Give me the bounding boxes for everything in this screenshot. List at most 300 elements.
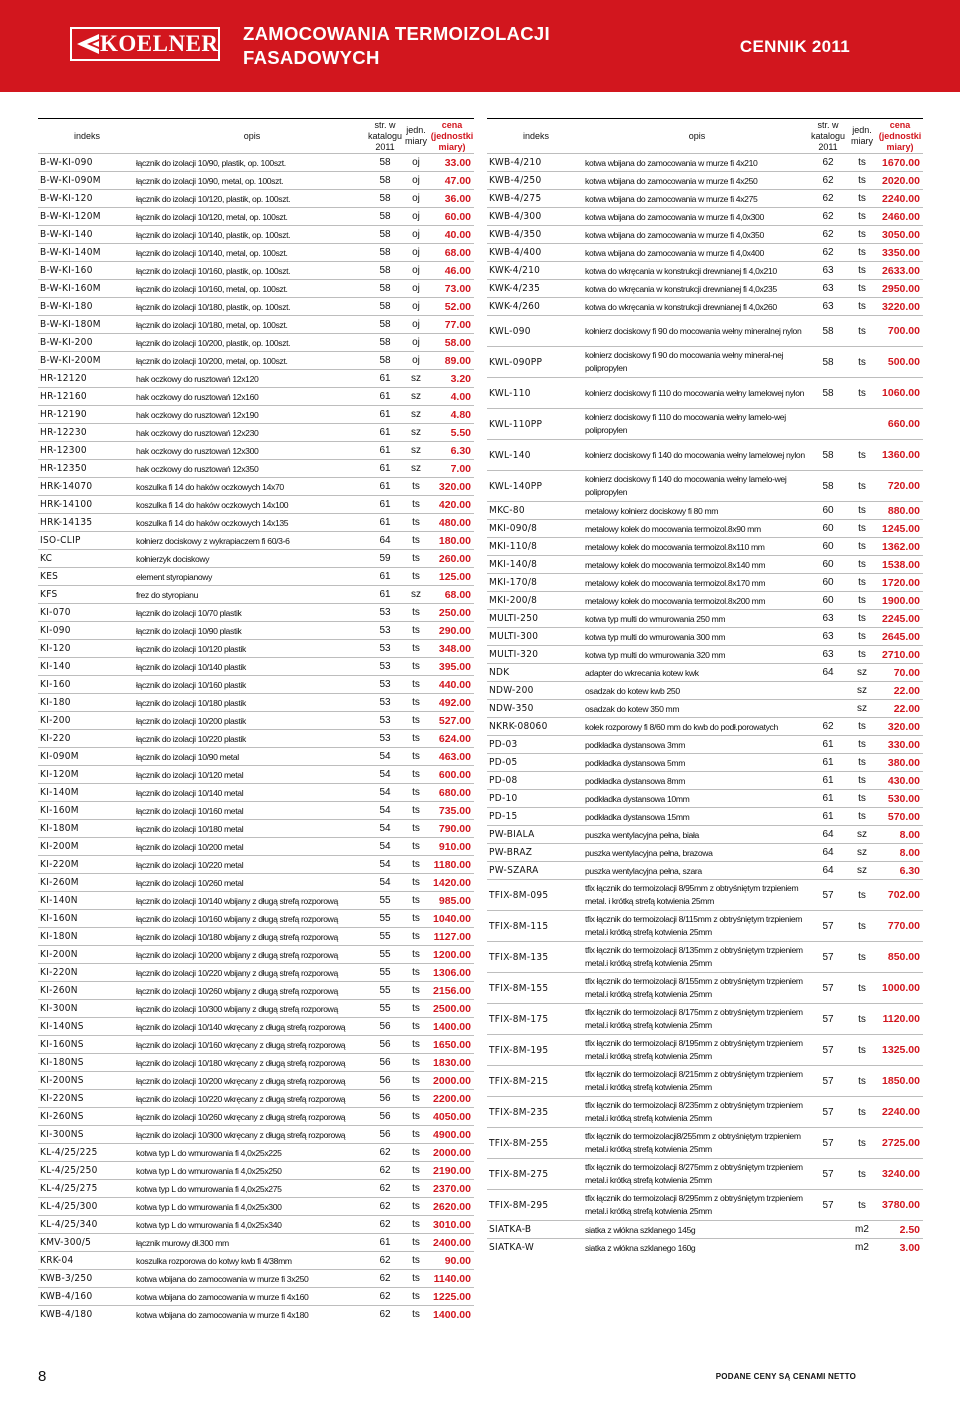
cell-page: 56 [368,1036,402,1054]
cell-price: 5.50 [430,424,474,442]
cell-page: 61 [809,790,847,808]
table-row [38,316,474,334]
cell-page: 57 [809,1097,847,1128]
cell-indeks: MKI-200/8 [487,592,585,610]
cell-price: 2400.00 [430,1234,474,1252]
table-row [38,748,474,766]
cell-indeks: PW-BIALA [487,826,585,844]
col-header-price: cena (jednostki miary) [430,119,474,152]
cell-opis: kotwa typ multi do wmurowania 320 mm [585,646,809,664]
cell-unit: ts [847,592,877,610]
cell-page: 55 [368,910,402,928]
table-row [38,964,474,982]
cell-page: 58 [368,298,402,316]
cell-opis: metalowy kołek do mocowania termoizol.8x200 mm [585,592,809,610]
cell-price: 2710.00 [877,646,923,664]
col-header-opis: opis [585,119,809,154]
cell-opis: kotwa wbijana do zamocowania w murze fi 4x210 [585,154,809,172]
cell-price: 8.00 [877,844,923,862]
cell-opis: kołnierzyk dociskowy [136,550,368,568]
table-row [38,370,474,388]
cell-opis: łącznik do izolacji 10/160 wbijany z długą strefą rozporową [136,910,368,928]
cell-price: 463.00 [430,748,474,766]
cell-unit: ts [402,892,430,910]
cell-price: 1900.00 [877,592,923,610]
cell-page: 56 [368,1126,402,1144]
cell-page: 55 [368,928,402,946]
table-row [38,478,474,496]
cell-price: 77.00 [430,316,474,334]
table-row [38,766,474,784]
cell-indeks: KI-140M [38,784,136,802]
cell-indeks: MULTI-300 [487,628,585,646]
cell-price: 1225.00 [430,1288,474,1306]
cell-price: 1360.00 [877,440,923,471]
col-header-price: cena (jednostki miary) [878,119,922,152]
table-row [38,1000,474,1018]
cell-indeks: KWK-4/260 [487,298,585,316]
cell-unit: ts [402,604,430,622]
cell-page: 62 [368,1270,402,1288]
cell-opis: tfix łącznik do termoizolacji 8/95mm z obtryśniętym trzpieniem metal. i krótką strefą kotwienia 25mm [585,880,809,911]
table-row [487,1097,923,1128]
cell-indeks: HRK-14135 [38,514,136,532]
cell-indeks: KWB-4/350 [487,226,585,244]
cell-indeks: PD-10 [487,790,585,808]
cell-opis: łącznik do izolacji 10/200 wkręcany z długą strefą rozporową [136,1072,368,1090]
cell-opis: łącznik do izolacji 10/220 plastik [136,730,368,748]
cell-indeks: KMV-300/5 [38,1234,136,1252]
cell-opis: kołnierz dociskowy fi 140 do mocowania wełny lamelowej nylon [585,440,809,471]
cell-price: 420.00 [430,496,474,514]
table-row [38,892,474,910]
cell-indeks: TFIX-8M-115 [487,911,585,942]
cell-opis: tfix łącznik do termoizolacji8/255mm z obtryśniętym trzpieniem metal.i krótką strefą kotwienia 25mm [585,1128,809,1159]
cell-unit: sz [402,406,430,424]
cell-opis: łącznik do izolacji 10/120 metal [136,766,368,784]
table-row [38,1108,474,1126]
cell-opis: łącznik do izolacji 10/180 wbijany z długą strefą rozporową [136,928,368,946]
cell-unit: sz [402,586,430,604]
table-row [38,1234,474,1252]
table-row [38,442,474,460]
cell-price: 1040.00 [430,910,474,928]
cell-opis: tfix łącznik do termoizolacji 8/215mm z obtryśniętym trzpieniem metal.i krótką strefą kotwienia 25mm [585,1066,809,1097]
table-row [487,911,923,942]
cell-page: 54 [368,748,402,766]
cell-indeks: KI-140NS [38,1018,136,1036]
cell-unit: ts [847,1035,877,1066]
cell-indeks: B-W-KI-140M [38,244,136,262]
col-header-opis: opis [136,119,368,154]
cell-page: 63 [809,298,847,316]
cell-unit: ts [402,550,430,568]
cell-unit: ts [847,808,877,826]
cell-indeks: HRK-14070 [38,478,136,496]
cell-opis: kotwa do wkręcania w konstrukcji drewnianej fi 4,0x260 [585,298,809,316]
table-row [38,532,474,550]
table-row [487,808,923,826]
cell-price: 36.00 [430,190,474,208]
cell-page: 63 [809,646,847,664]
cell-price: 395.00 [430,658,474,676]
cell-page: 58 [809,347,847,378]
table-row [38,1180,474,1198]
table-row [487,646,923,664]
cell-page: 53 [368,622,402,640]
cell-page: 62 [809,718,847,736]
cell-indeks: KI-160N [38,910,136,928]
cell-unit: ts [847,440,877,471]
cell-opis: kotwa do wkręcania w konstrukcji drewnianej fi 4,0x210 [585,262,809,280]
cell-unit: ts [402,478,430,496]
cell-indeks: TFIX-8M-155 [487,973,585,1004]
cell-page: 61 [809,772,847,790]
cell-opis: łącznik do izolacji 10/200, metal, op. 100szt. [136,352,368,370]
cell-opis: tfix łącznik do termoizolacji 8/135mm z obtryśniętym trzpieniem metal.i krótką strefą kotwienia 25mm [585,942,809,973]
cell-page: 58 [368,352,402,370]
cell-opis: metalowy kołek do mocowania termoizol.8x90 mm [585,520,809,538]
cell-opis: kotwa wbijana do zamocowania w murze fi 4x275 [585,190,809,208]
cell-opis: siatka z włókna szklanego 160g [585,1239,809,1257]
cell-unit: ts [402,1036,430,1054]
cell-price: 527.00 [430,712,474,730]
cell-opis: podkładka dystansowa 5mm [585,754,809,772]
cell-price: 4.80 [430,406,474,424]
cell-opis: łącznik do izolacji 10/260 metal [136,874,368,892]
cell-price: 1245.00 [877,520,923,538]
cell-page: 60 [809,556,847,574]
table-row [487,347,923,378]
table-row [487,440,923,471]
table-row [38,1270,474,1288]
cell-page: 61 [368,586,402,604]
cell-opis: hak oczkowy do rusztowań 12x160 [136,388,368,406]
cell-unit: oj [402,244,430,262]
cell-opis: łącznik do izolacji 10/90 metal [136,748,368,766]
cell-page: 61 [368,496,402,514]
cell-price: 1720.00 [877,574,923,592]
table-row [487,244,923,262]
col-header-page: str. w katalogu 2011 [810,119,846,152]
cell-opis: koszulka fi 14 do haków oczkowych 14x100 [136,496,368,514]
cell-unit: ts [847,973,877,1004]
cell-unit: ts [847,574,877,592]
cell-price: 1200.00 [430,946,474,964]
cennik-label: CENNIK 2011 [739,37,850,56]
cell-unit: sz [847,862,877,880]
cell-price: 40.00 [430,226,474,244]
cell-price: 1670.00 [877,154,923,172]
cell-unit: ts [847,298,877,316]
cell-opis: koszulka rozporowa do kotwy kwb fi 4/38mm [136,1252,368,1270]
cell-page: 53 [368,730,402,748]
cell-unit: ts [402,1054,430,1072]
cell-indeks: NDW-350 [487,700,585,718]
cell-unit: sz [402,424,430,442]
cell-page [809,1239,847,1257]
table-row [487,1190,923,1221]
table-row [38,640,474,658]
cell-page: 58 [368,316,402,334]
cell-indeks: TFIX-8M-195 [487,1035,585,1066]
col-header-unit: jedn. miary [847,119,877,154]
cell-indeks: KI-200M [38,838,136,856]
cell-unit: ts [847,790,877,808]
table-row [38,1090,474,1108]
cell-price: 2645.00 [877,628,923,646]
cell-indeks: KWB-4/160 [38,1288,136,1306]
cell-page: 57 [809,1004,847,1035]
cell-price: 2000.00 [430,1072,474,1090]
table-row [38,586,474,604]
cell-unit: ts [847,1004,877,1035]
table-row [38,1072,474,1090]
cell-opis: koszulka fi 14 do haków oczkowych 14x135 [136,514,368,532]
table-row [38,604,474,622]
cell-page: 63 [809,628,847,646]
table-row [487,1066,923,1097]
cell-price: 570.00 [877,808,923,826]
table-row [487,1221,923,1239]
table-row [38,1252,474,1270]
cell-indeks: KWL-090PP [487,347,585,378]
cell-price: 1850.00 [877,1066,923,1097]
cell-indeks: KI-200N [38,946,136,964]
table-row [38,1306,474,1324]
cell-page: 60 [809,592,847,610]
col-header-indeks: indeks [38,119,136,154]
table-header-row [487,119,923,154]
cell-indeks: B-W-KI-160M [38,280,136,298]
table-row [487,1004,923,1035]
cell-page: 64 [809,844,847,862]
cell-indeks: KI-160NS [38,1036,136,1054]
cell-unit: ts [402,1252,430,1270]
cell-unit: ts [847,1097,877,1128]
cell-opis: hak oczkowy do rusztowań 12x230 [136,424,368,442]
cell-unit: ts [847,280,877,298]
cell-opis: łącznik do izolacji 10/140 plastik [136,658,368,676]
cell-page: 54 [368,784,402,802]
cell-price: 600.00 [430,766,474,784]
cell-indeks: PD-05 [487,754,585,772]
table-row [487,378,923,409]
cell-price: 2620.00 [430,1198,474,1216]
cell-unit: ts [402,1270,430,1288]
cell-price: 702.00 [877,880,923,911]
cell-indeks: KI-220 [38,730,136,748]
cell-page: 64 [368,532,402,550]
cell-opis: łącznik do izolacji 10/90, plastik, op. 100szt. [136,154,368,172]
cell-page: 61 [368,442,402,460]
table-row [487,790,923,808]
cell-unit: ts [847,754,877,772]
table-row [38,784,474,802]
cell-price: 1000.00 [877,973,923,1004]
cell-page: 62 [809,172,847,190]
cell-unit: sz [847,664,877,682]
cell-indeks: KWL-090 [487,316,585,347]
cell-price: 2460.00 [877,208,923,226]
cell-indeks: MULTI-250 [487,610,585,628]
cell-price: 2633.00 [877,262,923,280]
cell-page: 61 [368,424,402,442]
cell-page: 57 [809,911,847,942]
table-row [38,1288,474,1306]
cell-price: 3.20 [430,370,474,388]
cell-price: 1180.00 [430,856,474,874]
cell-page: 62 [368,1306,402,1324]
cell-opis: hak oczkowy do rusztowań 12x120 [136,370,368,388]
cell-indeks: KI-180N [38,928,136,946]
cell-page: 60 [809,502,847,520]
cell-opis: hak oczkowy do rusztowań 12x190 [136,406,368,424]
cell-indeks: B-W-KI-160 [38,262,136,280]
cell-price: 735.00 [430,802,474,820]
table-row [487,556,923,574]
cell-page: 57 [809,942,847,973]
cell-unit: ts [847,556,877,574]
cell-opis: łącznik do izolacji 10/300 wbijany z długą strefą rozporową [136,1000,368,1018]
cell-page: 61 [368,388,402,406]
cell-unit: ts [402,496,430,514]
cell-price: 180.00 [430,532,474,550]
cell-price: 660.00 [877,409,923,440]
cell-price: 90.00 [430,1252,474,1270]
cell-price: 8.00 [877,826,923,844]
table-row [38,1162,474,1180]
table-row [38,676,474,694]
table-row [487,1159,923,1190]
cell-opis: hak oczkowy do rusztowań 12x300 [136,442,368,460]
table-row [38,820,474,838]
col-header-unit: jedn. miary [402,119,430,154]
cell-indeks: KRK-04 [38,1252,136,1270]
cell-price: 1060.00 [877,378,923,409]
cell-page: 56 [368,1072,402,1090]
table-row [38,514,474,532]
cell-price: 125.00 [430,568,474,586]
cell-opis: łącznik do izolacji 10/160 wkręcany z długą strefą rozporową [136,1036,368,1054]
cell-indeks: B-W-KI-180M [38,316,136,334]
cell-page: 54 [368,874,402,892]
cell-indeks: KWB-4/275 [487,190,585,208]
cell-price: 680.00 [430,784,474,802]
cell-unit: ts [402,982,430,1000]
cell-page: 58 [809,471,847,502]
cell-unit: ts [402,838,430,856]
cell-page: 58 [368,244,402,262]
cell-indeks: HR-12160 [38,388,136,406]
cell-price: 68.00 [430,244,474,262]
cell-price: 2200.00 [430,1090,474,1108]
cell-page: 56 [368,1090,402,1108]
cell-page: 61 [809,754,847,772]
cell-price: 1830.00 [430,1054,474,1072]
table-row [38,802,474,820]
cell-page: 56 [368,1018,402,1036]
cell-opis: metalowy kołek do mocowania termoizol.8x110 mm [585,538,809,556]
cell-opis: kotwa do wkręcania w konstrukcji drewnianej fi 4,0x235 [585,280,809,298]
cell-unit: ts [847,880,877,911]
cell-unit: oj [402,316,430,334]
cell-unit: ts [402,514,430,532]
table-row [487,280,923,298]
cell-page: 62 [809,244,847,262]
cell-page [809,682,847,700]
cell-unit: ts [402,694,430,712]
cell-price: 440.00 [430,676,474,694]
cell-unit: ts [847,1066,877,1097]
cell-indeks: SIATKA-B [487,1221,585,1239]
cell-opis: łącznik do izolacji 10/180, plastik, op. 100szt. [136,298,368,316]
cell-unit: sz [402,460,430,478]
cell-opis: osadzak do kotew 350 mm [585,700,809,718]
cell-price: 290.00 [430,622,474,640]
cell-indeks: KWK-4/210 [487,262,585,280]
table-row [487,664,923,682]
cell-page: 62 [368,1288,402,1306]
cell-unit: ts [402,712,430,730]
table-row [38,154,474,172]
cell-page: 58 [368,172,402,190]
cell-page: 55 [368,1000,402,1018]
cell-price: 3010.00 [430,1216,474,1234]
cell-price: 6.30 [430,442,474,460]
cell-unit: ts [847,1128,877,1159]
table-row [487,862,923,880]
cell-unit: ts [847,154,877,172]
cell-indeks: PD-15 [487,808,585,826]
cell-indeks: KWL-140 [487,440,585,471]
cell-page: 62 [368,1180,402,1198]
cell-opis: adapter do wkrecania kotew kwk [585,664,809,682]
cell-unit: ts [402,928,430,946]
table-row [38,550,474,568]
cell-unit: ts [402,1000,430,1018]
table-row [487,628,923,646]
table-row [487,682,923,700]
cell-opis: kotwa wbijana do zamocowania w murze fi 4,0x350 [585,226,809,244]
cell-indeks: KI-220N [38,964,136,982]
cell-opis: kotwa typ L do wmurowania fi 4,0x25x250 [136,1162,368,1180]
cell-page: 57 [809,1159,847,1190]
cell-opis: łącznik do izolacji 10/220 wkręcany z długą strefą rozporową [136,1090,368,1108]
cell-unit: ts [847,208,877,226]
cell-page: 62 [809,208,847,226]
cell-indeks: KWL-140PP [487,471,585,502]
cell-indeks: NDW-200 [487,682,585,700]
cell-price: 4050.00 [430,1108,474,1126]
cell-opis: siatka z włókna szklanego 145g [585,1221,809,1239]
cell-unit: oj [402,190,430,208]
cell-price: 46.00 [430,262,474,280]
table-row [487,826,923,844]
cell-unit: ts [847,911,877,942]
cell-opis: łącznik do izolacji 10/140 wbijany z długą strefą rozporową [136,892,368,910]
table-row [38,1036,474,1054]
cell-indeks: KI-070 [38,604,136,622]
cell-price: 1650.00 [430,1036,474,1054]
cell-indeks: KI-120M [38,766,136,784]
cell-unit: ts [847,1159,877,1190]
cell-unit: ts [402,1234,430,1252]
cell-unit: ts [847,646,877,664]
cell-unit: ts [402,784,430,802]
cell-unit: ts [847,628,877,646]
cell-indeks: MKI-170/8 [487,574,585,592]
